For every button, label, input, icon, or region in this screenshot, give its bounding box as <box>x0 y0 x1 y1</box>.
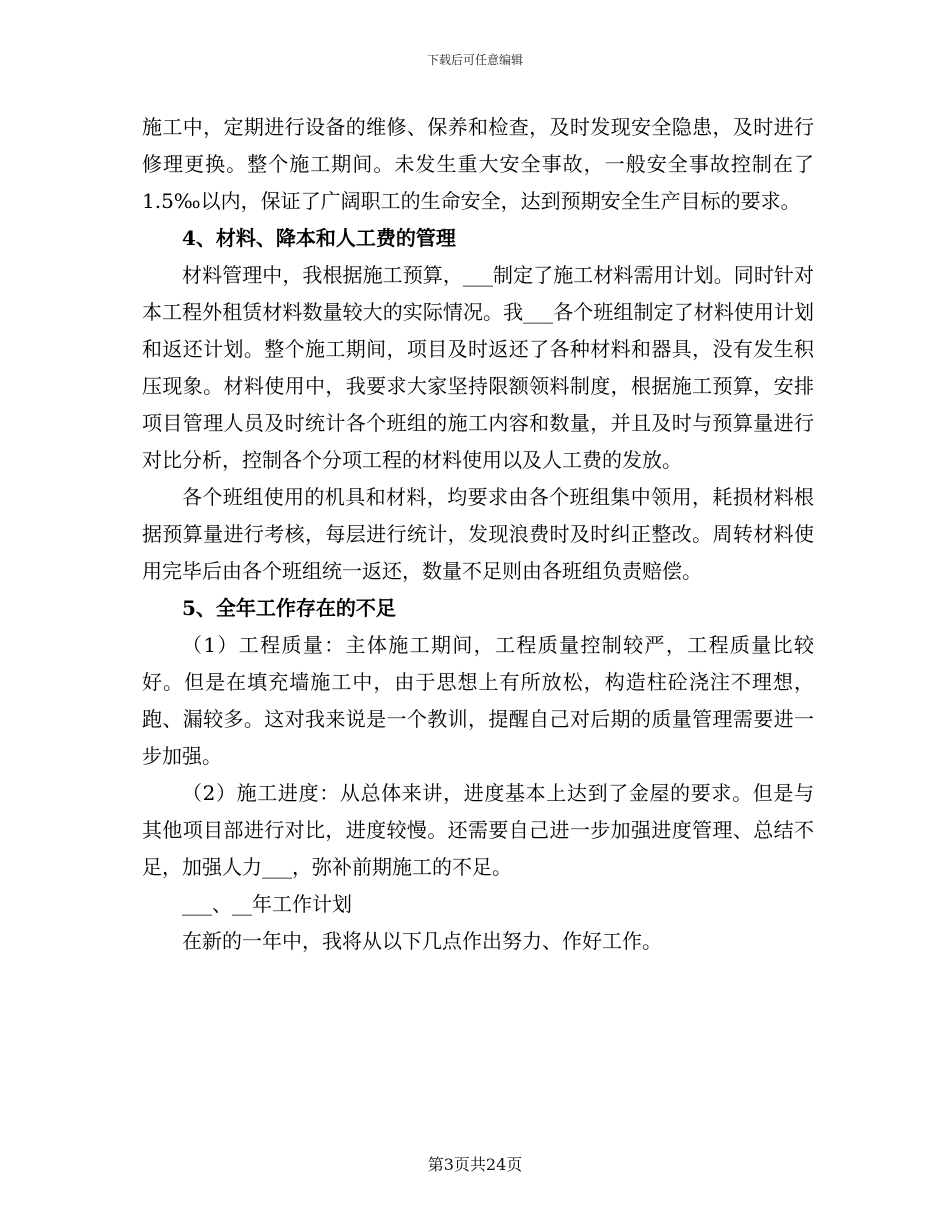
paragraph-materials-usage: 各个班组使用的机具和材料，均要求由各个班组集中领用，耗损材料根据预算量进行考核，每层进行统计，发现浪费时及时纠正整改。周转材料使用完毕后由各个班组统一返还，数量不足则由各班组负责赔偿。 <box>142 485 814 583</box>
document-body <box>142 109 814 960</box>
paragraph-progress: （2）施工进度：从总体来讲，进度基本上达到了金屋的要求。但是与其他项目部进行对比，进度较慢。还需要自己进一步加强进度管理、总结不足，加强人力___，弥补前期施工的不足。 <box>142 781 814 879</box>
page-number: 第3页共24页 <box>427 1155 523 1174</box>
paragraph-materials-management: 材料管理中，我根据施工预算，___制定了施工材料需用计划。同时针对本工程外租赁材料数量较大的实际情况。我___各个班组制定了材料使用计划和返还计划。整个施工期间，项目及时返还了各种材料和器具，没有发生积压现象。材料使用中，我要求大家坚持限额领料制度，根据施工预算，安排项目管理人员及时统计各个班组的施工内容和数量，并且及时与预算量进行对比分析，控制各个分项工程的材料使用以及人工费的发放。 <box>142 263 814 472</box>
section-heading-materials: 4、材料、降本和人工费的管理 <box>182 226 456 250</box>
section-heading-shortcomings: 5、全年工作存在的不足 <box>182 596 396 620</box>
paragraph-safety-continued: 施工中，定期进行设备的维修、保养和检查，及时发现安全隐患，及时进行修理更换。整个施工期间。未发生重大安全事故，一般安全事故控制在了1.5‰以内，保证了广阔职工的生命安全，达到预期安全生产目标的要求。 <box>142 115 814 213</box>
paragraph-plan-intro: 在新的一年中，我将从以下几点作出努力、作好工作。 <box>182 929 662 953</box>
paragraph-plan-heading: ___、__年工作计划 <box>182 892 352 916</box>
paragraph-quality: （1）工程质量：主体施工期间，工程质量控制较严，工程质量比较好。但是在填充墙施工中，由于思想上有所放松，构造柱砼浇注不理想，跑、漏较多。这对我来说是一个教训，提醒自己对后期的质量管理需要进一步加强。 <box>142 633 814 768</box>
page-header-note: 下载后可任意编辑 <box>426 53 523 67</box>
